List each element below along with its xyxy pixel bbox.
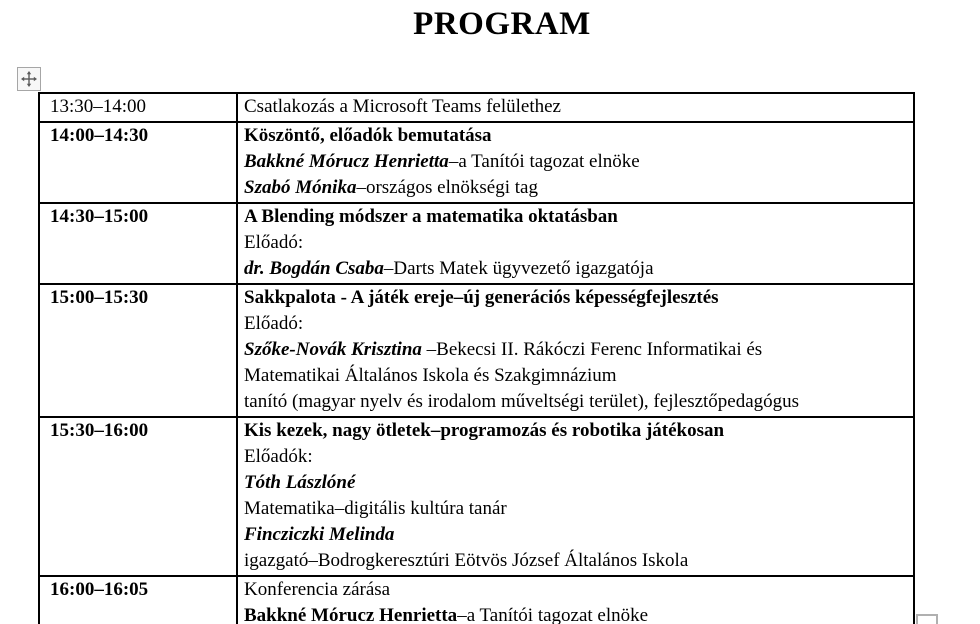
- text-run: igazgató–Bodrogkeresztúri Eötvös József Általános Iskola: [244, 550, 689, 571]
- text-line: [244, 548, 907, 574]
- program-table: [38, 92, 915, 624]
- table-row: [39, 576, 914, 624]
- time-cell[interactable]: 14:00–14:30: [39, 122, 237, 203]
- text-run: Matematika–digitális kultúra tanár: [244, 498, 507, 519]
- text-run: –országos elnökségi tag: [356, 177, 538, 198]
- time-cell[interactable]: 13:30–14:00: [39, 93, 237, 122]
- text-line: [244, 256, 907, 282]
- time-cell[interactable]: 16:00–16:05: [39, 576, 237, 624]
- text-run: Matematikai Általános Iskola és Szakgimnázium: [244, 365, 617, 386]
- content-cell[interactable]: [237, 576, 914, 624]
- text-run: Sakkpalota - A játék ereje–új generációs képességfejlesztés: [244, 287, 719, 308]
- text-run: Tóth Lászlóné: [244, 472, 356, 493]
- text-run: –a Tanítói tagozat elnöke: [457, 605, 649, 624]
- table-row: [39, 122, 914, 203]
- time-cell[interactable]: 14:30–15:00: [39, 203, 237, 284]
- text-line: [244, 577, 907, 603]
- text-run: –Bekecsi II. Rákóczi Ferenc Informatikai és: [421, 339, 763, 360]
- content-cell[interactable]: [237, 284, 914, 417]
- text-run: Előadó:: [244, 313, 304, 334]
- table-row: [39, 284, 914, 417]
- text-line: [244, 522, 907, 548]
- text-line: [244, 603, 907, 624]
- text-run: Szabó Mónika: [244, 177, 357, 198]
- text-run: Szőke-Novák Krisztina: [244, 339, 422, 360]
- text-line: [244, 337, 907, 363]
- text-run: Fincziczki Melinda: [244, 524, 395, 545]
- text-line: [244, 175, 907, 201]
- text-line: [244, 418, 907, 444]
- text-run: Köszöntő, előadók bemutatása: [244, 125, 492, 146]
- time-cell[interactable]: 15:00–15:30: [39, 284, 237, 417]
- text-run: Bakkné Mórucz Henrietta: [244, 151, 449, 172]
- text-run: Kis kezek, nagy ötletek–programozás és robotika játékosan: [244, 420, 725, 441]
- text-run: Előadó:: [244, 232, 304, 253]
- text-line: [244, 389, 907, 415]
- text-line: [244, 149, 907, 175]
- content-cell[interactable]: [237, 93, 914, 122]
- move-cross-icon: [21, 71, 37, 87]
- text-line: [244, 94, 907, 120]
- text-run: Konferencia zárása: [244, 579, 391, 600]
- text-line: [244, 230, 907, 256]
- text-run: dr. Bogdán Csaba: [244, 258, 384, 279]
- text-run: Csatlakozás a Microsoft Teams felülethez: [244, 96, 561, 117]
- content-cell[interactable]: [237, 417, 914, 576]
- page-title: PROGRAM: [413, 6, 591, 42]
- text-line: [244, 496, 907, 522]
- text-run: Előadók:: [244, 446, 313, 467]
- text-line: [244, 470, 907, 496]
- table-move-handle[interactable]: [17, 67, 41, 91]
- text-line: [244, 444, 907, 470]
- table-row: [39, 203, 914, 284]
- table-row: [39, 93, 914, 122]
- text-line: [244, 285, 907, 311]
- text-run: –a Tanítói tagozat elnöke: [448, 151, 640, 172]
- text-line: [244, 204, 907, 230]
- time-cell[interactable]: 15:30–16:00: [39, 417, 237, 576]
- text-line: [244, 311, 907, 337]
- program-table-body: [39, 93, 914, 624]
- content-cell[interactable]: [237, 122, 914, 203]
- content-cell[interactable]: [237, 203, 914, 284]
- text-run: tanító (magyar nyelv és irodalom műveltségi terület), fejlesztőpedagógus: [244, 391, 800, 412]
- text-run: A Blending módszer a matematika oktatásban: [244, 206, 618, 227]
- text-line: [244, 363, 907, 389]
- text-run: –Darts Matek ügyvezető igazgatója: [383, 258, 654, 279]
- table-resize-handle[interactable]: [916, 614, 938, 624]
- text-run: Bakkné Mórucz Henrietta: [244, 605, 458, 624]
- table-row: [39, 417, 914, 576]
- text-line: [244, 123, 907, 149]
